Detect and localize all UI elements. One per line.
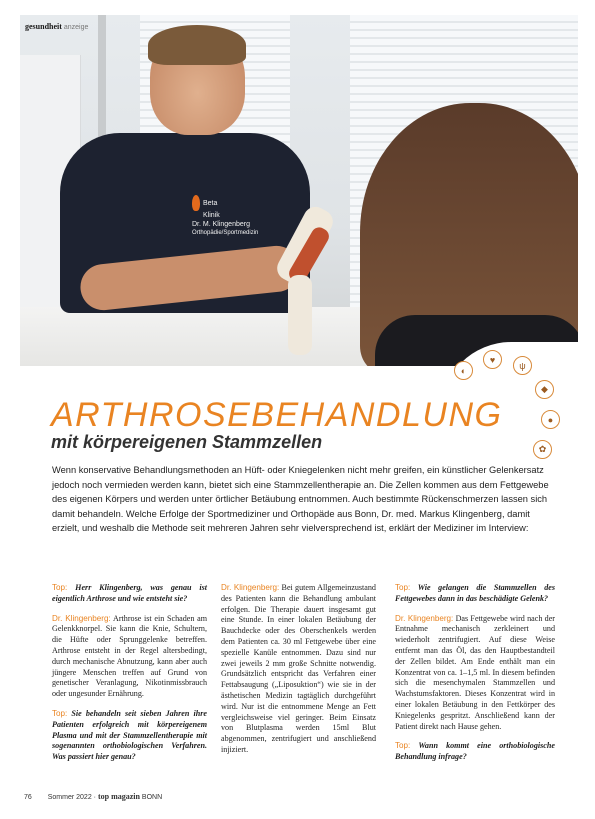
question bbox=[395, 583, 555, 605]
stomach-icon: ◐ bbox=[454, 361, 473, 380]
speaker-label: Top: bbox=[395, 741, 411, 751]
answer-text: Das Fettgewebe wird nach der Entnahme mechanisch zerkleinert und wiederholt zentrifugiert. Auf diese Weise entfernt man das Öl, das den Hauptbestandteil der Zellen bildet. Am Ende enthält man ein Konzentrat von ca. 1–1,5 ml. In diesem befinden sich die mesenchymalen Stammzellen und Wachstumsfaktoren. Dieses Konzentrat wird in einer lokalen Betäubung in den Fettkörper des Kniegelenks gespritzt. Anschließend kann der Patient direkt nach Hause gehen. bbox=[395, 613, 556, 731]
liver-icon: ◆ bbox=[535, 380, 554, 399]
text-column-2 bbox=[221, 583, 376, 765]
badge-line: Orthopädie/Sportmedizin bbox=[192, 230, 259, 236]
answer bbox=[395, 614, 555, 733]
lungs-icon: ψ bbox=[513, 356, 532, 375]
text-column-1 bbox=[52, 583, 207, 772]
page-number: 76 bbox=[24, 794, 32, 801]
knee-model bbox=[270, 205, 340, 355]
speaker-label: Dr. Klingenberg: bbox=[221, 583, 280, 592]
answer-text: Bei gutem Allgemeinzustand des Patienten kann die Behandlung ambulant erfolgen. Die Therapie dauert insgesamt gut eine Stunde. In einer lokalen Betäubung der Bauchdecke oder des Oberschenkels werden dem Patienten ca. 30 ml Fettgewebe über eine spezielle Kanüle entnommen. Dazu sind nur zwei jeweils 2 mm große Schnitte notwendig. Grundsätzlich entspricht das Verfahren einer Fettabsaugung („Liposuktion“) wie sie in der ästhetischen Medizin tagtäglich durchgeführt wird. Nur ist die entnommene Menge an Fett vergleichsweise viel geringer. Beim Einsatz von Blutplasma werden 15ml Blut abgenommen, zentrifugiert und anschließend injiziert. bbox=[221, 583, 376, 754]
magazine-name: top magazin bbox=[97, 792, 140, 801]
issue-label: Sommer 2022 · bbox=[47, 794, 96, 801]
speaker-label: Top: bbox=[52, 583, 68, 592]
clinic-badge bbox=[192, 195, 282, 238]
doctor-hair bbox=[148, 25, 246, 65]
badge-line: Dr. M. Klingenberg bbox=[192, 221, 250, 228]
question-text: Sie behandeln seit sieben Jahren ihre Patienten erfolgreich mit körpereigenem Plasma und mit der Stammzellentherapie mit sogenannten orthobiologischen Verfahren. Was passiert hier genau? bbox=[52, 708, 207, 762]
section-tag bbox=[25, 22, 88, 31]
magazine-city: BONN bbox=[141, 794, 163, 801]
question-text: Wie gelangen die Stammzellen des Fettgewebes dann in das beschädigte Gelenk? bbox=[395, 583, 555, 603]
answer-text: Arthrose ist ein Schaden am Gelenkknorpel. Sie kann die Knie, Schultern, die Hüfte oder Sprunggelenke betreffen. Arthrose entsteht in der Regel altersbedingt, durch mechanische Abnutzung, kann aber auch jüngere Menschen treffen auf Grund von genetischer Veranlagung, Nikotinmissbrauch oder ungesunder Ernährung. bbox=[52, 613, 207, 699]
speaker-label: Dr. Klingenberg: bbox=[395, 613, 454, 623]
question bbox=[52, 709, 207, 763]
speaker-label: Top: bbox=[395, 583, 411, 592]
kidney-icon: ● bbox=[541, 410, 560, 429]
intro-paragraph: Wenn konservative Behandlungsmethoden an Hüft- oder Kniegelenken nicht mehr greifen, ein künstlicher Gelenkersatz jedoch noch vermieden werden kann, bietet sich eine Stammzellentherapie an. Die Zellen kommen aus dem Fettgewebe des eigenen Körpers und werden unter örtlicher Betäubung entnommen. Auch bestimmte Rückenschmerzen lassen sich damit behandeln. Welche Erfolge der Sportmediziner und Orthopäde aus Bonn, Dr. med. Markus Klingenberg, damit erzielt, und weshalb die Methode seit mehreren Jahren sehr vielversprechend ist, erklärt der Mediziner im Interview: bbox=[52, 465, 549, 534]
page-subtitle: mit körpereigenen Stammzellen bbox=[51, 432, 323, 452]
ad-label: anzeige bbox=[63, 24, 89, 31]
section-name: gesundheit bbox=[25, 22, 62, 31]
badge-line: Klinik bbox=[203, 212, 220, 219]
heart-icon: ♥ bbox=[483, 350, 502, 369]
hero-photo bbox=[20, 15, 578, 366]
answer bbox=[52, 614, 207, 700]
question bbox=[52, 583, 207, 605]
speaker-label: Top: bbox=[52, 708, 68, 718]
badge-line: Beta bbox=[203, 199, 218, 207]
speaker-label: Dr. Klingenberg: bbox=[52, 613, 111, 623]
page-title: ARTHROSEBEHANDLUNG bbox=[51, 396, 503, 434]
brain-icon: ✿ bbox=[533, 440, 552, 459]
question bbox=[395, 741, 555, 763]
flame-icon bbox=[192, 195, 200, 211]
text-column-3 bbox=[395, 583, 555, 772]
question-text: Herr Klingenberg, was genau ist eigentlich Arthrose und wie entsteht sie? bbox=[52, 583, 207, 603]
question-text: Wann kommt eine orthobiologische Behandlung infrage? bbox=[395, 741, 555, 762]
answer bbox=[221, 583, 376, 756]
page-footer bbox=[24, 792, 162, 801]
